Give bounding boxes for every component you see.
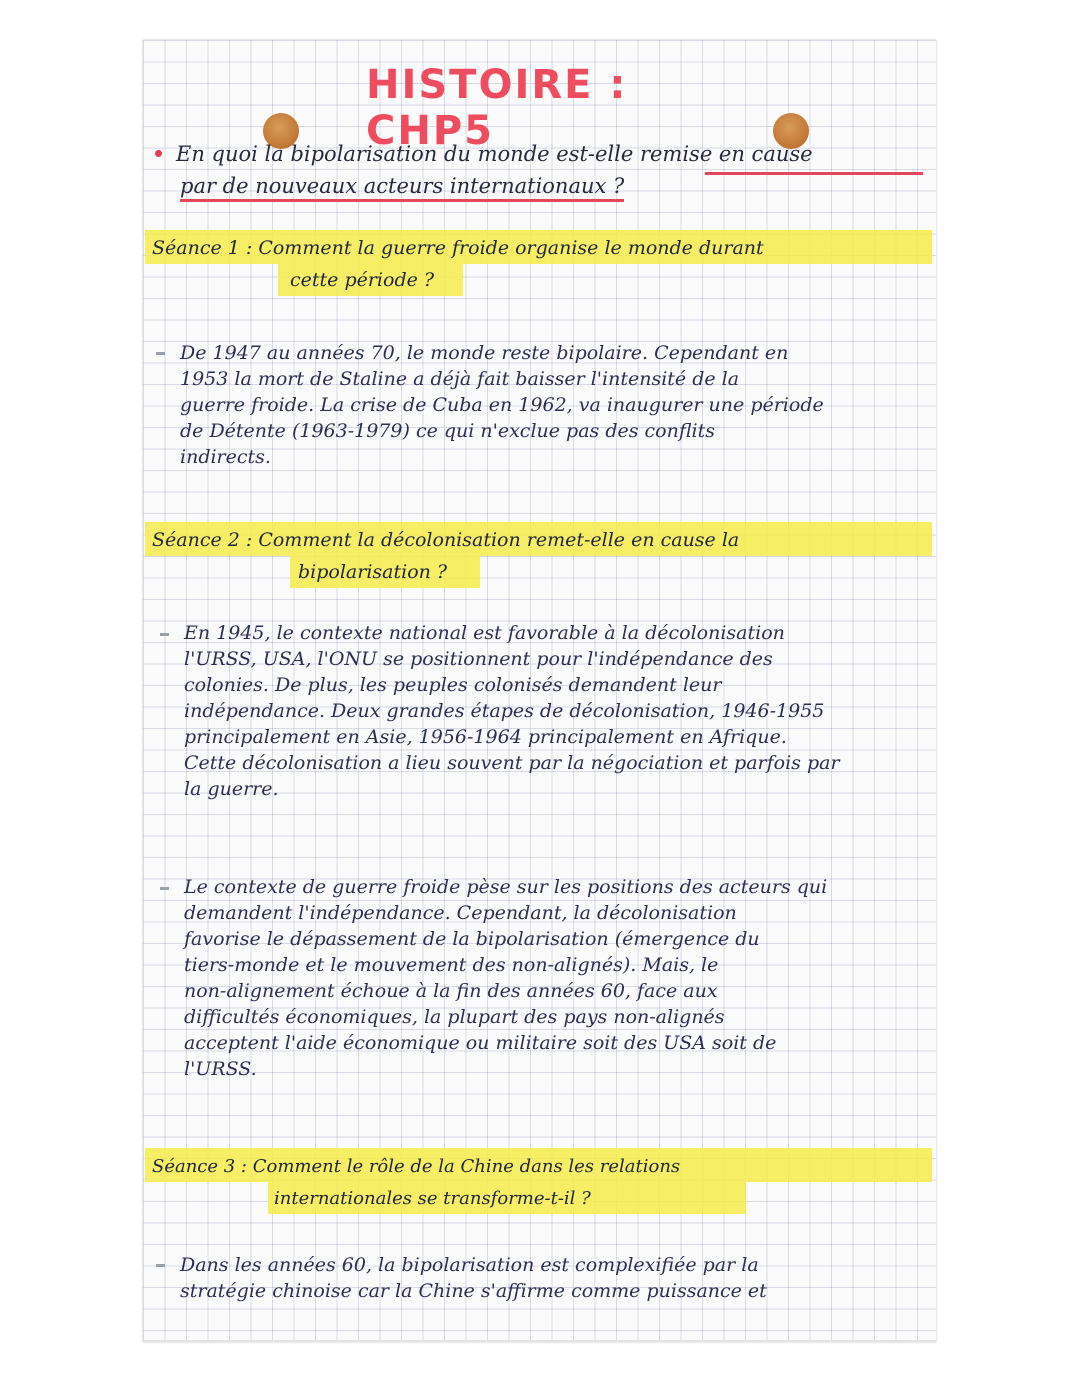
main-question-line1: En quoi la bipolarisation du monde est-elle remise en cause: [176, 142, 813, 166]
paragraph-dash: [160, 887, 169, 890]
seance2-heading: [152, 527, 932, 554]
seance3-paragraph: [180, 1252, 925, 1304]
text-line: tiers-monde et le mouvement des non-alignés). Mais, le: [184, 954, 719, 976]
seance3-label: Séance 3 :: [152, 1156, 248, 1177]
main-question-line2-text: par de nouveaux acteurs internationaux ?: [180, 174, 624, 202]
text-line: non-alignement échoue à la fin des années 60, face aux: [184, 980, 718, 1002]
main-question-line2: [180, 172, 720, 200]
text-line: l'URSS, USA, l'ONU se positionnent pour l'indépendance des: [184, 648, 773, 670]
seance2-title-line1: Comment la décolonisation remet-elle en cause la: [258, 529, 740, 551]
seance3-title-line2: internationales se transforme-t-il ?: [274, 1188, 591, 1209]
seance1-paragraph: [180, 340, 920, 470]
seance1-title-line2: cette période ?: [290, 269, 435, 291]
seance2-paragraph-1: [184, 620, 929, 802]
seance2-label: Séance 2 :: [152, 529, 253, 551]
question-underline: [705, 172, 923, 175]
seance1-label: Séance 1 :: [152, 237, 253, 259]
page-title: HISTOIRE : CHP5: [366, 62, 628, 154]
text-line: favorise le dépassement de la bipolarisation (émergence du: [184, 928, 760, 950]
seance2-title-line2: bipolarisation ?: [298, 561, 448, 583]
paragraph-dash: [156, 1264, 165, 1267]
text-line: Dans les années 60, la bipolarisation est complexifiée par la: [180, 1254, 759, 1276]
text-line: 1953 la mort de Staline a déjà fait baisser l'intensité de la: [180, 368, 740, 390]
text-line: de Détente (1963-1979) ce qui n'exclue pas des conflits: [180, 420, 715, 442]
text-line: Cette décolonisation a lieu souvent par la négociation et parfois par: [184, 752, 840, 774]
text-line: acceptent l'aide économique ou militaire soit des USA soit de: [184, 1032, 777, 1054]
text-line: indirects.: [180, 446, 271, 468]
text-line: demandent l'indépendance. Cependant, la décolonisation: [184, 902, 737, 924]
paragraph-dash: [156, 352, 165, 355]
paragraph-dash: [160, 633, 169, 636]
seance3-title-line1: Comment le rôle de la Chine dans les relations: [252, 1156, 681, 1177]
seance2-paragraph-2: [184, 874, 929, 1082]
question-bullet: [155, 150, 162, 157]
text-line: stratégie chinoise car la Chine s'affirme comme puissance et: [180, 1280, 767, 1302]
seance1-title-line1: Comment la guerre froide organise le monde durant: [258, 237, 764, 259]
text-line: la guerre.: [184, 778, 279, 800]
seance3-heading: [152, 1153, 932, 1180]
text-line: difficultés économiques, la plupart des pays non-alignés: [184, 1006, 725, 1028]
text-line: indépendance. Deux grandes étapes de décolonisation, 1946-1955: [184, 700, 825, 722]
text-line: Le contexte de guerre froide pèse sur les positions des acteurs qui: [184, 876, 828, 898]
text-line: colonies. De plus, les peuples colonisés demandent leur: [184, 674, 722, 696]
text-line: guerre froide. La crise de Cuba en 1962, va inaugurer une période: [180, 394, 824, 416]
text-line: De 1947 au années 70, le monde reste bipolaire. Cependant en: [180, 342, 789, 364]
text-line: principalement en Asie, 1956-1964 principalement en Afrique.: [184, 726, 787, 748]
text-line: l'URSS.: [184, 1058, 257, 1080]
text-line: En 1945, le contexte national est favorable à la décolonisation: [184, 622, 785, 644]
seance1-heading: [152, 235, 932, 262]
